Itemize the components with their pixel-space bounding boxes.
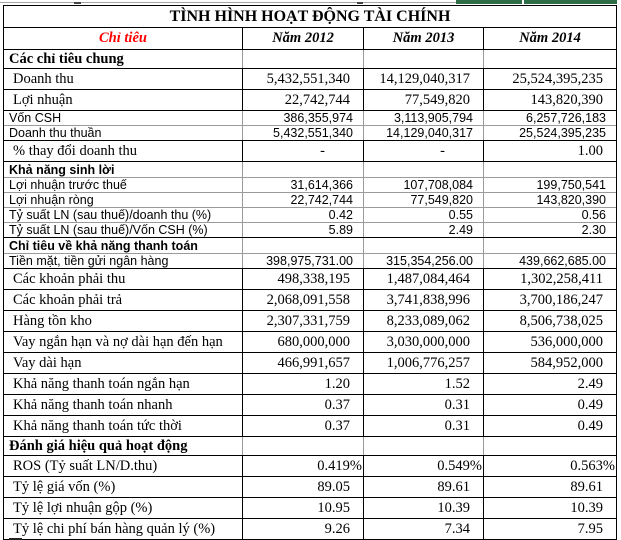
row-value-cell[interactable] xyxy=(364,162,484,177)
row-value-cell[interactable]: 143,820,390 xyxy=(530,91,603,108)
row-label-cell[interactable]: Tỷ suất LN (sau thuế)/doanh thu (%) xyxy=(4,208,243,222)
row-value-cell[interactable]: 77,549,820 xyxy=(364,193,484,207)
table-row xyxy=(4,498,616,519)
row-value-cell[interactable]: 0.31 xyxy=(364,416,484,436)
row-value-cell[interactable]: 498,338,195 xyxy=(243,269,364,289)
row-value-cell[interactable]: 0.42 xyxy=(243,208,364,222)
row-value-cell[interactable] xyxy=(484,50,616,68)
row-value-cell[interactable]: 25,524,395,235 xyxy=(519,126,606,140)
row-value-cell[interactable]: 10.95 xyxy=(243,498,364,518)
row-value-cell[interactable]: 2.49 xyxy=(364,223,484,237)
row-value-cell[interactable]: 3,700,186,247 xyxy=(519,291,603,308)
row-value-cell[interactable]: 22,742,744 xyxy=(243,193,364,207)
row-value-cell[interactable]: 1.20 xyxy=(243,374,364,394)
table-row xyxy=(4,193,616,208)
row-value-cell[interactable] xyxy=(484,238,616,253)
table-body xyxy=(4,50,616,540)
row-value-cell[interactable]: 14,129,040,317 xyxy=(364,126,484,140)
gridline-artifact xyxy=(0,2,457,3)
table-row xyxy=(4,90,616,111)
row-label-cell[interactable]: Hàng tồn kho xyxy=(4,311,243,331)
row-value-cell[interactable]: 439,662,685.00 xyxy=(519,254,606,268)
row-value-cell[interactable]: 680,000,000 xyxy=(243,332,364,352)
row-label-cell[interactable]: Đánh giá hiệu quả hoạt động xyxy=(4,437,243,455)
row-value-cell[interactable]: 5.89 xyxy=(243,223,364,237)
row-label-cell[interactable]: Doanh thu xyxy=(4,69,243,89)
table-row xyxy=(4,254,616,269)
financial-table xyxy=(3,5,617,540)
row-value-cell[interactable]: 2,068,091,558 xyxy=(243,290,364,310)
row-label-cell[interactable]: Khả năng sinh lời xyxy=(4,162,243,177)
row-value-cell[interactable]: 0.37 xyxy=(243,416,364,436)
cutoff-cell-text-artifact xyxy=(74,2,81,4)
row-value-cell[interactable]: 22,742,744 xyxy=(243,90,364,110)
row-value-cell[interactable]: - xyxy=(364,141,484,161)
row-value-cell[interactable] xyxy=(243,162,364,177)
row-label-cell[interactable]: Các khoản phải trả xyxy=(4,290,243,310)
row-value-cell[interactable]: 8,233,089,062 xyxy=(364,311,484,331)
row-value-cell[interactable]: 2.49 xyxy=(577,375,603,392)
row-value-cell[interactable]: 584,952,000 xyxy=(530,354,603,371)
header-cell-year-2012[interactable]: Năm 2012 xyxy=(243,28,364,49)
table-row xyxy=(4,208,616,223)
table-title[interactable]: TÌNH HÌNH HOẠT ĐỘNG TÀI CHÍNH xyxy=(4,6,616,28)
row-label-cell[interactable]: Khả năng thanh toán tức thời xyxy=(4,416,243,436)
row-label-cell[interactable]: Vay ngắn hạn và nợ dài hạn đến hạn xyxy=(4,332,243,352)
row-value-cell[interactable]: 6,257,726,183 xyxy=(526,111,606,125)
row-value-cell[interactable]: 536,000,000 xyxy=(530,333,603,350)
row-value-cell[interactable] xyxy=(243,238,364,253)
row-label-cell[interactable]: Khả năng thanh toán nhanh xyxy=(4,395,243,415)
row-value-cell[interactable]: 25,524,395,235 xyxy=(512,70,603,87)
row-label-cell[interactable]: Các khoản phải thu xyxy=(4,269,243,289)
row-value-cell[interactable]: 0.49 xyxy=(577,396,603,413)
table-row xyxy=(4,416,616,437)
row-value-cell[interactable] xyxy=(364,238,484,253)
row-label-cell[interactable]: Khả năng thanh toán ngắn hạn xyxy=(4,374,243,394)
row-label-cell[interactable]: Tỷ suất LN (sau thuế)/Vốn CSH (%) xyxy=(4,223,243,237)
table-row xyxy=(4,374,616,395)
row-value-cell[interactable]: 3,030,000,000 xyxy=(364,332,484,352)
row-label-cell[interactable]: Vay dài hạn xyxy=(4,353,243,373)
table-row xyxy=(4,178,616,193)
row-value-cell[interactable]: 107,708,084 xyxy=(364,178,484,192)
row-value-cell[interactable]: 1.00 xyxy=(577,142,603,159)
table-row xyxy=(4,477,616,498)
row-value-cell[interactable]: 8,506,738,025 xyxy=(519,312,603,329)
row-label-cell[interactable]: Lợi nhuận xyxy=(4,90,243,110)
table-row xyxy=(4,141,616,162)
row-value-cell[interactable]: 0.55 xyxy=(364,208,484,222)
row-value-cell[interactable]: 0.56 xyxy=(581,208,606,222)
row-value-cell[interactable] xyxy=(364,50,484,68)
header-cell-criteria[interactable]: Chỉ tiêu xyxy=(4,28,243,49)
row-value-cell[interactable]: 89.61 xyxy=(364,477,484,497)
row-label-cell[interactable]: Các chỉ tiêu chung xyxy=(4,50,243,68)
row-value-cell[interactable]: 1,302,258,411 xyxy=(520,270,603,287)
row-value-cell[interactable]: 7.95 xyxy=(577,520,603,537)
row-value-cell[interactable]: 386,355,974 xyxy=(243,111,364,125)
table-row xyxy=(4,519,616,540)
table-row xyxy=(4,238,616,254)
table-row xyxy=(4,126,616,141)
row-value-cell[interactable]: 5,432,551,340 xyxy=(243,69,364,89)
row-value-cell[interactable]: 1,487,084,464 xyxy=(364,269,484,289)
row-label-cell[interactable]: Tỷ lệ chi phí bán hàng quản lý (%) xyxy=(4,519,243,539)
row-label-cell[interactable]: Chỉ tiêu về khả năng thanh toán xyxy=(4,238,243,253)
row-value-cell[interactable]: 315,354,256.00 xyxy=(364,254,484,268)
row-value-cell[interactable]: 0.37 xyxy=(243,395,364,415)
row-value-cell[interactable]: 1,006,776,257 xyxy=(364,353,484,373)
table-row xyxy=(4,395,616,416)
row-value-cell[interactable]: 1.52 xyxy=(364,374,484,394)
header-cell-year-2014[interactable]: Năm 2014 xyxy=(519,30,581,46)
row-value-cell[interactable]: 0.49 xyxy=(577,417,603,434)
row-value-cell[interactable]: 3,741,838,996 xyxy=(364,290,484,310)
table-row xyxy=(4,311,616,332)
green-cell-border-artifact xyxy=(456,0,522,4)
row-value-cell[interactable]: 3,113,905,794 xyxy=(364,111,484,125)
row-value-cell[interactable]: 7.34 xyxy=(364,519,484,539)
row-value-cell[interactable]: 2,307,331,759 xyxy=(243,311,364,331)
row-label-cell[interactable]: Vốn CSH xyxy=(4,111,243,125)
row-value-cell[interactable] xyxy=(364,437,484,455)
table-row xyxy=(4,111,616,126)
table-row xyxy=(4,162,616,178)
table-row xyxy=(4,269,616,290)
row-value-cell[interactable]: 10.39 xyxy=(364,498,484,518)
row-value-cell[interactable]: 199,750,541 xyxy=(536,178,606,192)
table-row xyxy=(4,456,616,477)
table-row xyxy=(4,223,616,238)
cutoff-cell-text-artifact xyxy=(357,2,363,4)
row-value-cell[interactable] xyxy=(484,437,616,455)
row-label-cell[interactable]: % thay đổi doanh thu xyxy=(4,141,243,161)
row-value-cell[interactable]: 0.563% xyxy=(570,457,615,474)
row-value-cell[interactable]: 5,432,551,340 xyxy=(243,126,364,140)
row-value-cell[interactable]: 0.419% xyxy=(243,456,364,476)
header-cell-year-2013[interactable]: Năm 2013 xyxy=(364,28,484,49)
row-value-cell[interactable] xyxy=(484,162,616,177)
table-row xyxy=(4,437,616,456)
row-value-cell[interactable]: 89.61 xyxy=(570,478,603,495)
row-label-cell[interactable]: Tỷ lệ lợi nhuận gộp (%) xyxy=(4,498,243,518)
row-value-cell[interactable] xyxy=(243,437,364,455)
row-value-cell[interactable]: 2.30 xyxy=(581,223,606,237)
table-row xyxy=(4,332,616,353)
table-row xyxy=(4,69,616,90)
row-value-cell[interactable]: 143,820,390 xyxy=(536,193,606,207)
row-value-cell[interactable]: 77,549,820 xyxy=(364,90,484,110)
row-value-cell[interactable]: 10.39 xyxy=(570,499,603,516)
row-value-cell[interactable] xyxy=(243,50,364,68)
table-row xyxy=(4,50,616,69)
row-value-cell[interactable]: 89.05 xyxy=(243,477,364,497)
row-label-cell[interactable]: Tiền mặt, tiền gửi ngân hàng xyxy=(4,254,243,268)
row-value-cell[interactable]: 0.549% xyxy=(364,456,484,476)
row-label-cell[interactable]: Lợi nhuận trước thuế xyxy=(4,178,243,192)
green-cell-border-artifact xyxy=(524,0,617,4)
table-row xyxy=(4,353,616,374)
row-label-cell[interactable]: Doanh thu thuần xyxy=(4,126,243,140)
row-value-cell[interactable]: 0.31 xyxy=(364,395,484,415)
table-header-row xyxy=(4,28,616,50)
row-value-cell[interactable]: 31,614,366 xyxy=(243,178,364,192)
table-row xyxy=(4,290,616,311)
row-value-cell[interactable]: 398,975,731.00 xyxy=(243,254,364,268)
row-value-cell[interactable]: 9.26 xyxy=(243,519,364,539)
row-label-cell[interactable]: Tỷ lệ giá vốn (%) xyxy=(4,477,243,497)
row-value-cell[interactable]: 466,991,657 xyxy=(243,353,364,373)
row-value-cell[interactable]: 14,129,040,317 xyxy=(364,69,484,89)
row-label-cell[interactable]: ROS (Tỷ suất LN/D.thu) xyxy=(4,456,243,476)
row-label-cell[interactable]: Lợi nhuận ròng xyxy=(4,193,243,207)
row-value-cell[interactable]: - xyxy=(243,141,364,161)
